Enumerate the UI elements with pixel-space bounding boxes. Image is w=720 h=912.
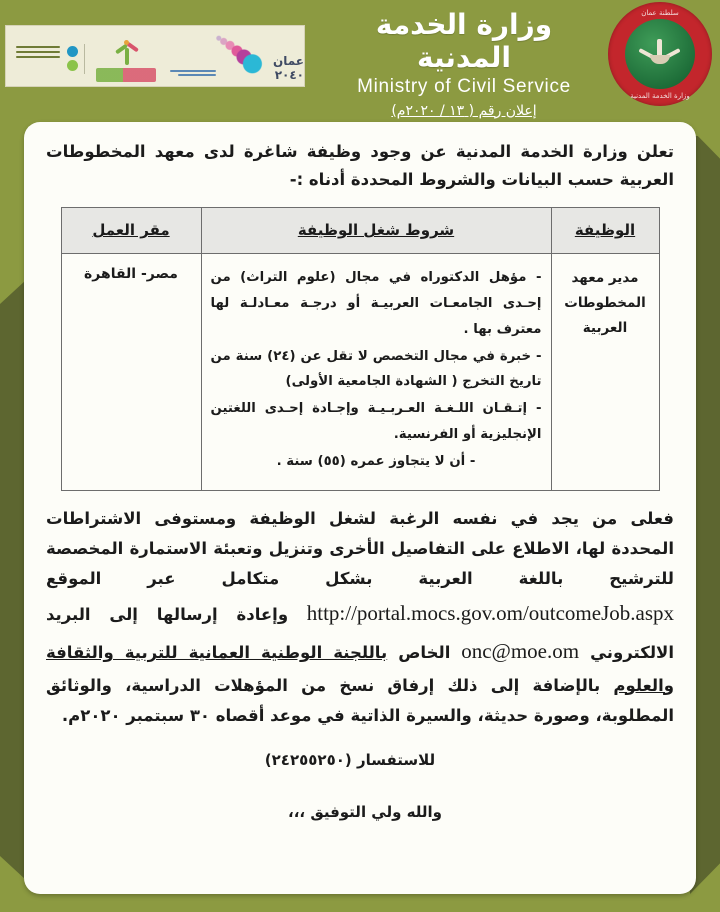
condition-item: - خبرة في مجال التخصص لا تقل عن (٢٤) سنة من تاريخ التخرج ( الشهادة الجامعية الأولى): [210, 348, 542, 390]
vision-logo-text-lines: [166, 70, 216, 80]
column-header-workplace: مقر العمل: [61, 207, 201, 253]
intro-paragraph: تعلن وزارة الخدمة المدنية عن وجود وظيفة شاغرة لدى معهد المخطوطات العربية حسب البيانات والشروط المحددة أدناه :-: [46, 142, 674, 190]
condition-item: - إتـقـان اللـغـة العـربـيـة وإجـادة إحـدى اللغتين الإنجليزية أو الفرنسية.: [210, 401, 542, 443]
enquiry-line: للاستفسار (٢٤٢٥٥٢٥٠): [264, 750, 436, 769]
vision-logo-label: عمان ٢٠٤٠: [273, 54, 304, 82]
oman-national-emblem-icon: [608, 2, 712, 106]
cell-workplace: مصر- القاهرة: [61, 253, 201, 490]
emblem-bottom-text: وزارة الخدمة المدنية: [630, 92, 690, 100]
ministry-title-block: [330, 8, 598, 122]
instructions-part-3: الخاص: [387, 643, 462, 663]
emblem-inner-circle: [625, 19, 695, 89]
table-row: [61, 253, 659, 490]
partner-logos-banner: [5, 25, 305, 87]
person-figure-icon: [114, 40, 140, 66]
tawteef-logo-text-lines: [14, 46, 60, 70]
condition-item: - مؤهل الدكتوراه في مجال (علوم التراث) من إحـدى الجامعـات العربيـة أو درجـة معـادلـة لها معترف بها .: [210, 269, 542, 337]
application-instructions: [46, 504, 674, 731]
tawteef-wordmark: [96, 68, 156, 82]
oman-vision-2040-logo: [158, 30, 304, 84]
application-email: onc@moe.om: [461, 639, 580, 664]
ministry-title-english: Ministry of Civil Service: [357, 76, 571, 98]
table-header-row: [61, 207, 659, 253]
tawteef-logo: [10, 32, 160, 82]
instructions-part-4: بالإضافة إلى ذلك إرفاق نسخ من المؤهلات الدراسية، والوثائق المطلوبة، وصورة حديثة، والسيرة الذاتية في موعد أقصاه ٣٠ سبتمبر ٢٠٢٠م.: [46, 675, 674, 725]
column-header-job: الوظيفة: [551, 207, 659, 253]
tawteef-logo-mark: [96, 40, 156, 82]
announcement-number: إعلان رقم ( ١٣ / ٢٠٢٠م): [391, 102, 537, 119]
vacancy-table: [61, 207, 660, 491]
instructions-part-2: وإعادة إرسالها إلى البريد الالكتروني: [46, 605, 674, 663]
announcement-content: [24, 122, 696, 894]
application-url: http://portal.mocs.gov.om/outcomeJob.aspx: [306, 601, 674, 626]
ministry-title-arabic: وزارة الخدمة المدنية: [375, 8, 553, 75]
announcement-card: [24, 122, 696, 894]
khanjar-dagger-icon: [639, 35, 681, 73]
emblem-top-text: سلطنة عمان: [641, 9, 679, 17]
closing-line: والله ولي التوفيق ،،،: [288, 802, 442, 821]
tawteef-logo-divider: [84, 44, 85, 74]
cell-conditions: [201, 253, 551, 490]
committee-name: باللجنة الوطنية العمانية للتربية والثقافة والعلوم: [46, 643, 674, 695]
cell-job-title: مدير معهد المخطوطات العربية: [551, 253, 659, 490]
condition-item: - أن لا يتجاوز عمره (٥٥) سنة .: [276, 454, 476, 470]
instructions-part-1: فعلى من يجد في نفسه الرغبة لشغل الوظيفة ومستوفى الاشتراطات المحددة لها، الاطلاع على التفاصيل الأخرى وتنزيل وتعبئة الاستمارة المخصصة للترشيح باللغة العربية بشكل متكامل عبر الموقع: [46, 509, 674, 589]
header-band: [0, 0, 720, 122]
decorative-strip-left: [0, 280, 26, 880]
column-header-conditions: شروط شغل الوظيفة: [201, 207, 551, 253]
tawteef-logo-dots-icon: [64, 46, 78, 74]
